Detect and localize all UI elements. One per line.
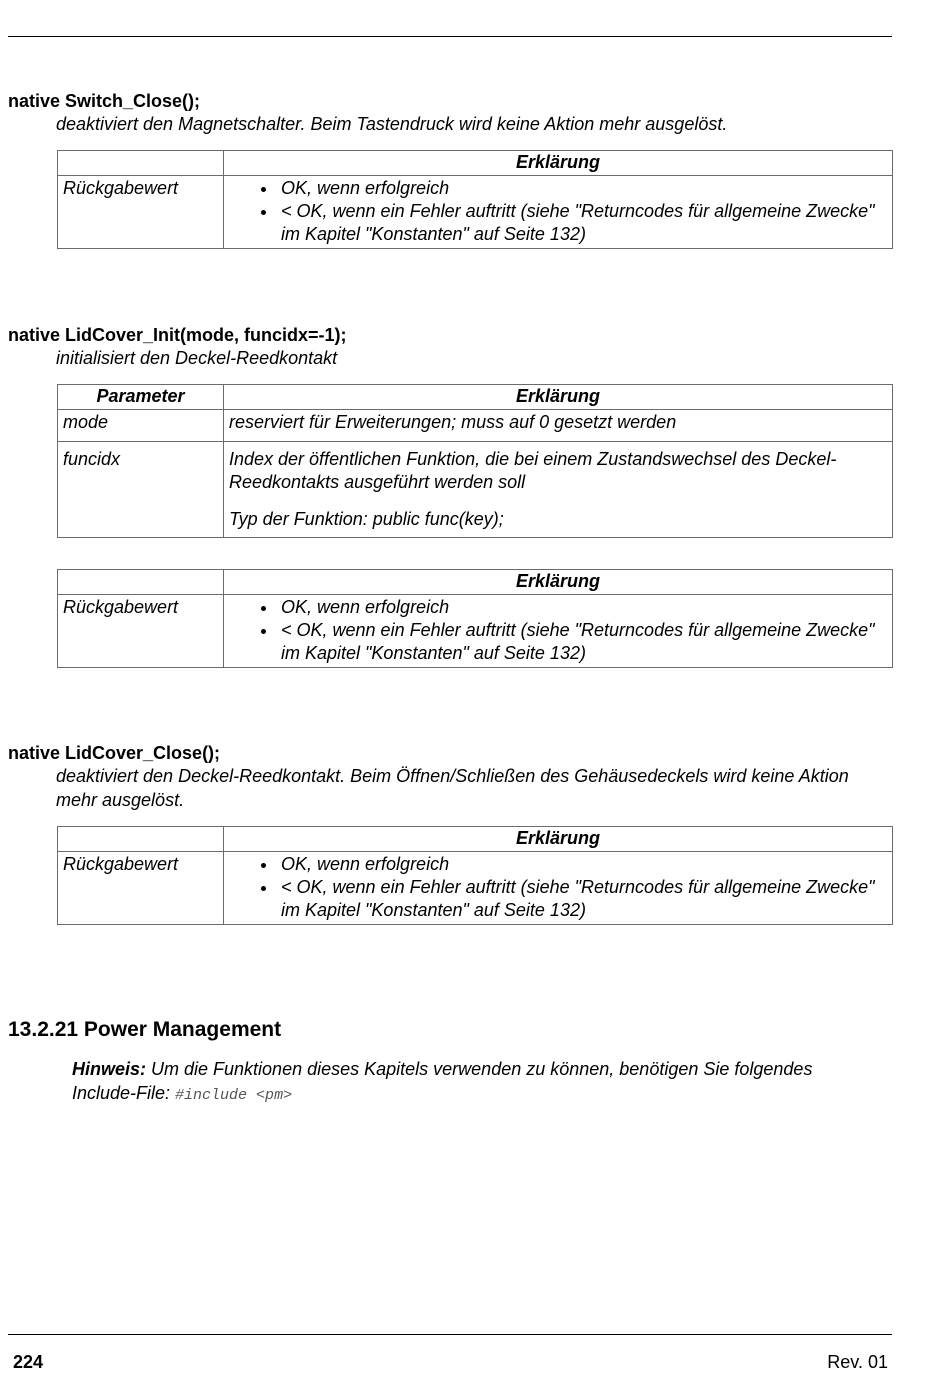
table-header-explanation: Erklärung	[224, 151, 893, 176]
return-value-table	[57, 826, 893, 925]
return-explanation	[224, 852, 893, 925]
footer-rule	[8, 1334, 892, 1335]
function-signature: native LidCover_Close();	[8, 743, 221, 763]
table-header-parameter: Parameter	[58, 385, 224, 410]
return-label: Rückgabewert	[58, 852, 224, 925]
parameter-table	[57, 384, 893, 538]
include-code: #include <pm>	[175, 1087, 293, 1104]
function-description: deaktiviert den Magnetschalter. Beim Tastendruck wird keine Aktion mehr ausgelöst.	[56, 114, 728, 134]
hint-label: Hinweis:	[72, 1059, 147, 1079]
return-explanation	[224, 595, 893, 668]
return-value-table	[57, 569, 893, 668]
hint-text: Um die Funktionen dieses Kapitels verwenden zu können, benötigen Sie folgendes Include-File:	[72, 1059, 813, 1103]
list-item: < OK, wenn ein Fehler auftritt (siehe "Returncodes für allgemeine Zwecke" im Kapitel "Konstanten" auf Seite 132)	[281, 619, 887, 665]
return-label: Rückgabewert	[58, 176, 224, 249]
section-title: 13.2.21 Power Management	[8, 1018, 282, 1041]
function-signature: native LidCover_Init(mode, funcidx=-1);	[8, 325, 347, 345]
table-header-blank	[58, 827, 224, 852]
function-description: deaktiviert den Deckel-Reedkontakt. Beim Öffnen/Schließen des Gehäusedeckels wird keine Aktion mehr ausgelöst.	[56, 766, 849, 810]
param-function-type: Typ der Funktion: public func(key);	[229, 509, 504, 529]
table-header-explanation: Erklärung	[224, 570, 893, 595]
revision-label: Rev. 01	[827, 1352, 888, 1372]
list-item: < OK, wenn ein Fehler auftritt (siehe "Returncodes für allgemeine Zwecke" im Kapitel "Konstanten" auf Seite 132)	[281, 876, 887, 922]
table-header-explanation: Erklärung	[224, 385, 893, 410]
param-name: mode	[58, 410, 224, 442]
table-header-blank	[58, 151, 224, 176]
return-value-table	[57, 150, 893, 249]
param-name: funcidx	[58, 442, 224, 538]
header-rule	[8, 36, 892, 37]
list-item: < OK, wenn ein Fehler auftritt (siehe "Returncodes für allgemeine Zwecke" im Kapitel "Konstanten" auf Seite 132)	[281, 200, 887, 246]
page-number: 224	[13, 1352, 44, 1372]
function-description: initialisiert den Deckel-Reedkontakt	[56, 348, 338, 368]
list-item: OK, wenn erfolgreich	[281, 596, 887, 619]
hint-note	[72, 1057, 872, 1108]
param-text: Index der öffentlichen Funktion, die bei einem Zustandswechsel des Deckel-Reedkontakts ausgeführt werden soll	[229, 449, 837, 492]
param-explanation	[224, 442, 893, 538]
param-explanation: reserviert für Erweiterungen; muss auf 0 gesetzt werden	[224, 410, 893, 442]
list-item: OK, wenn erfolgreich	[281, 177, 887, 200]
table-header-explanation: Erklärung	[224, 827, 893, 852]
return-label: Rückgabewert	[58, 595, 224, 668]
list-item: OK, wenn erfolgreich	[281, 853, 887, 876]
function-signature: native Switch_Close();	[8, 91, 201, 111]
table-header-blank	[58, 570, 224, 595]
return-explanation	[224, 176, 893, 249]
